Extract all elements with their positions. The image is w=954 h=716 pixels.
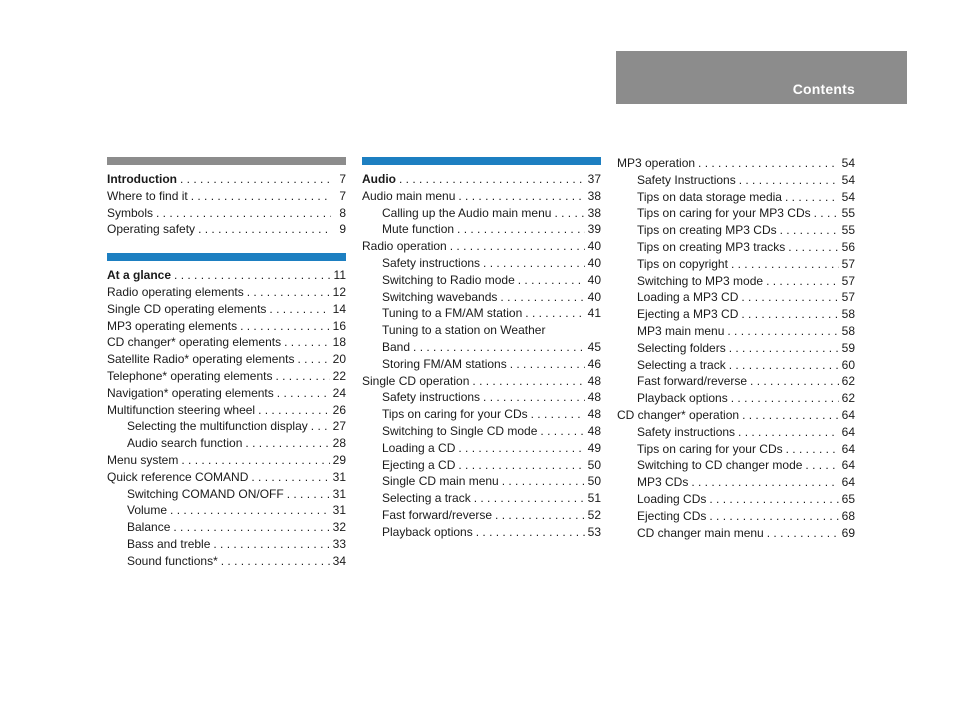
toc-entry-page-number: 31 [332, 486, 346, 501]
toc-entry-label: Radio operation [362, 239, 447, 254]
dot-leader [739, 172, 839, 189]
toc-entry[interactable] [362, 205, 601, 222]
toc-entry[interactable] [107, 536, 346, 553]
dot-leader [240, 318, 330, 335]
toc-entry[interactable] [362, 255, 601, 272]
toc-entry-label: Switching to MP3 mode [637, 273, 764, 288]
toc-entry[interactable] [107, 334, 346, 351]
toc-entry-page-number: 20 [332, 352, 346, 367]
toc-entry-page-number: 33 [332, 536, 346, 551]
dot-leader [741, 289, 838, 306]
dot-leader [213, 536, 329, 553]
toc-entry[interactable] [107, 502, 346, 519]
toc-entry-page-number: 46 [587, 356, 601, 371]
dot-leader [458, 440, 584, 457]
dot-leader [476, 524, 585, 541]
toc-entry[interactable] [362, 322, 601, 339]
toc-entry[interactable] [362, 457, 601, 474]
dot-leader [284, 334, 330, 351]
toc-entry-label: Tuning to a FM/AM station [382, 306, 523, 321]
dot-leader [221, 553, 330, 570]
dot-leader [709, 508, 838, 525]
toc-entry[interactable] [107, 486, 346, 503]
toc-entry[interactable] [107, 221, 346, 238]
toc-entry-label: Menu system [107, 452, 179, 467]
toc-entry-page-number: 58 [841, 323, 855, 338]
dot-leader [698, 155, 839, 172]
toc-entry-label: Bass and treble [127, 536, 211, 551]
toc-entry[interactable] [107, 418, 346, 435]
toc-entry[interactable] [617, 491, 855, 508]
dot-leader [540, 423, 584, 440]
toc-column-3 [617, 155, 855, 556]
dot-leader [731, 256, 839, 273]
toc-entry-label: Switching to Single CD mode [382, 423, 538, 438]
toc-entry-label: Fast forward/reverse [637, 374, 748, 389]
page-title: Contents [792, 81, 855, 97]
toc-entry[interactable] [362, 289, 601, 306]
toc-entry[interactable] [107, 368, 346, 385]
toc-entry[interactable] [617, 525, 855, 542]
toc-entry[interactable] [617, 273, 855, 290]
dot-leader [691, 474, 838, 491]
toc-entry-page-number: 57 [841, 290, 855, 305]
toc-entry-label: Audio main menu [362, 188, 456, 203]
dot-leader [275, 368, 329, 385]
toc-entry[interactable] [362, 406, 601, 423]
toc-entry[interactable] [617, 407, 855, 424]
toc-entry-label: Balance [127, 520, 171, 535]
toc-entry-page-number: 28 [332, 436, 346, 451]
toc-entry-label: Tips on data storage media [637, 189, 782, 204]
toc-column-2 [362, 157, 601, 556]
toc-entry-page-number: 48 [587, 390, 601, 405]
toc-entry-label: Loading CDs [637, 491, 707, 506]
toc-entry[interactable] [362, 171, 601, 188]
toc-entry-page-number: 64 [841, 407, 855, 422]
toc-section [617, 155, 855, 541]
toc-entry-page-number: 29 [332, 452, 346, 467]
toc-entry[interactable] [617, 205, 855, 222]
dot-leader [170, 502, 330, 519]
toc-entry-label: Single CD operating elements [107, 301, 267, 316]
toc-entry-label: Loading a MP3 CD [637, 290, 739, 305]
toc-entry-page-number: 38 [587, 205, 601, 220]
toc-entry-page-number: 48 [587, 373, 601, 388]
toc-entry-page-number: 37 [587, 172, 601, 186]
dot-leader [198, 221, 331, 238]
toc-entry[interactable] [362, 373, 601, 390]
dot-leader [474, 490, 585, 507]
dot-leader [502, 473, 585, 490]
dot-leader [245, 435, 329, 452]
toc-entry-label: Radio operating elements [107, 284, 244, 299]
toc-entry-label: Switching wavebands [382, 289, 498, 304]
toc-entry-label: Satellite Radio* operating elements [107, 352, 295, 367]
toc-entry[interactable] [617, 155, 855, 172]
toc-entry-page-number: 27 [332, 419, 346, 434]
toc-entry-page-number: 62 [841, 391, 855, 406]
toc-entry-page-number: 65 [841, 491, 855, 506]
toc-entry-label: Quick reference COMAND [107, 469, 249, 484]
toc-entry-label: Single CD operation [362, 373, 470, 388]
toc-entry-label: Symbols [107, 205, 154, 220]
dot-leader [500, 289, 584, 306]
toc-entry-label: Selecting folders [637, 340, 726, 355]
toc-entry-page-number: 57 [841, 256, 855, 271]
dot-leader [780, 222, 839, 239]
toc-entry[interactable] [617, 306, 855, 323]
toc-entry-label: Safety Instructions [637, 172, 736, 187]
dot-leader [457, 221, 585, 238]
toc-entry[interactable] [617, 457, 855, 474]
toc-entry-page-number: 32 [332, 520, 346, 535]
toc-entry-label: Tips on caring for your MP3 CDs [637, 206, 811, 221]
dot-leader [742, 407, 839, 424]
toc-entry-label: Tips on creating MP3 tracks [637, 239, 786, 254]
toc-entry-page-number: 64 [841, 458, 855, 473]
toc-entry[interactable] [617, 256, 855, 273]
dot-leader [750, 373, 839, 390]
section-divider-bar [107, 253, 346, 261]
toc-entry-page-number: 7 [339, 188, 346, 203]
toc-entry[interactable] [107, 205, 346, 222]
dot-leader [741, 306, 838, 323]
toc-entry[interactable] [107, 519, 346, 536]
toc-entry[interactable] [362, 272, 601, 289]
toc-entry-label: Tips on caring for your CDs [637, 441, 783, 456]
toc-entry-label: Selecting a track [382, 491, 471, 506]
toc-entry[interactable] [617, 508, 855, 525]
dot-leader [785, 189, 839, 206]
dot-leader [156, 205, 331, 222]
dot-leader [191, 188, 331, 205]
toc-entry-label: Sound functions* [127, 553, 218, 568]
section-divider-bar [362, 157, 601, 165]
toc-entry-page-number: 40 [587, 239, 601, 254]
dot-leader [258, 402, 330, 419]
toc-entry-label: Ejecting a CD [382, 457, 456, 472]
toc-entry-page-number: 22 [332, 368, 346, 383]
toc-entry[interactable] [107, 171, 346, 188]
toc-entry-page-number: 11 [333, 268, 346, 283]
toc-entry-label: Where to find it [107, 188, 188, 203]
toc-entry[interactable] [617, 239, 855, 256]
toc-entry-label: Tips on creating MP3 CDs [637, 223, 777, 238]
toc-column-1 [107, 157, 346, 585]
toc-entry-page-number: 9 [339, 222, 346, 237]
dot-leader [786, 441, 839, 458]
toc-entry[interactable] [107, 284, 346, 301]
toc-entry-page-number: 62 [841, 374, 855, 389]
dot-leader [458, 457, 584, 474]
toc-entry-label: Safety instructions [382, 255, 481, 270]
toc-entry-page-number: 64 [841, 441, 855, 456]
toc-entry[interactable] [617, 189, 855, 206]
toc-entry[interactable] [107, 385, 346, 402]
dot-leader [181, 452, 329, 469]
toc-entry[interactable] [107, 469, 346, 486]
toc-entry[interactable] [617, 441, 855, 458]
toc-entry-page-number: 54 [841, 172, 855, 187]
toc-entry-page-number: 40 [587, 255, 601, 270]
dot-leader [311, 418, 330, 435]
toc-entry-page-number: 18 [332, 335, 346, 350]
toc-entry-label: Band [382, 339, 411, 354]
toc-entry-label: MP3 operation [617, 156, 696, 170]
dot-leader [738, 424, 839, 441]
toc-entry[interactable] [617, 373, 855, 390]
toc-entry[interactable] [617, 172, 855, 189]
toc-entry-label: Loading a CD [382, 440, 456, 455]
toc-entry-label: Single CD main menu [382, 474, 499, 489]
dot-leader [731, 390, 839, 407]
dot-leader [788, 239, 838, 256]
toc-entry-page-number: 50 [587, 474, 601, 489]
toc-entry-page-number: 55 [841, 223, 855, 238]
toc-entry[interactable] [107, 435, 346, 452]
toc-entry-label: Ejecting CDs [637, 508, 707, 523]
toc-entry-page-number: 50 [587, 457, 601, 472]
toc-entry-page-number: 51 [587, 491, 601, 506]
toc-entry-label: Calling up the Audio main menu [382, 205, 552, 220]
toc-entry-page-number: 56 [841, 239, 855, 254]
toc-entry-label: Introduction [107, 172, 177, 186]
toc-entry[interactable] [362, 221, 601, 238]
toc-entry-label: Playback options [382, 524, 473, 539]
toc-entry[interactable] [617, 222, 855, 239]
toc-entry-page-number: 68 [841, 508, 855, 523]
section-divider-bar [107, 157, 346, 165]
toc-entry-page-number: 60 [841, 357, 855, 372]
toc-entry-label: MP3 operating elements [107, 318, 238, 333]
toc-entry-page-number: 38 [587, 188, 601, 203]
toc-entry-label: Switching COMAND ON/OFF [127, 486, 284, 501]
dot-leader [554, 205, 584, 222]
toc-entry-page-number: 57 [841, 273, 855, 288]
toc-entry-label: Telephone* operating elements [107, 368, 273, 383]
toc-entry-label: Multifunction steering wheel [107, 402, 256, 417]
toc-entry[interactable] [617, 323, 855, 340]
toc-entry-page-number: 64 [841, 475, 855, 490]
dot-leader [413, 339, 585, 356]
toc-entry[interactable] [362, 356, 601, 373]
toc-entry-label: Operating safety [107, 222, 196, 237]
toc-entry-page-number: 59 [841, 340, 855, 355]
dot-leader [472, 373, 584, 390]
toc-entry[interactable] [362, 305, 601, 322]
toc-entry-page-number: 64 [841, 424, 855, 439]
dot-leader [483, 389, 585, 406]
toc-entry[interactable] [107, 402, 346, 419]
dot-leader [450, 238, 585, 255]
toc-entry-label: Mute function [382, 222, 455, 237]
toc-entry-page-number: 12 [332, 284, 346, 299]
toc-entry-label: Tips on copyright [637, 256, 728, 271]
dot-leader [805, 457, 838, 474]
dot-leader [180, 171, 331, 188]
dot-leader [525, 305, 584, 322]
toc-entry-label: Storing FM/AM stations [382, 356, 507, 371]
toc-entry-page-number: 48 [587, 407, 601, 422]
toc-entry-page-number: 53 [587, 524, 601, 539]
dot-leader [277, 385, 330, 402]
dot-leader [483, 255, 585, 272]
toc-section [107, 157, 346, 238]
toc-entry[interactable] [362, 389, 601, 406]
toc-entry-label: Tuning to a station on Weather [382, 323, 546, 338]
toc-entry[interactable] [107, 351, 346, 368]
toc-entry-page-number: 45 [587, 339, 601, 354]
toc-entry[interactable] [617, 289, 855, 306]
toc-entry-page-number: 54 [841, 156, 855, 170]
toc-entry-label: CD changer* operation [617, 407, 740, 422]
toc-entry-page-number: 34 [332, 553, 346, 568]
dot-leader [729, 340, 839, 357]
toc-entry-page-number: 24 [332, 385, 346, 400]
dot-leader [814, 205, 839, 222]
toc-entry-label: Audio search function [127, 436, 243, 451]
toc-entry[interactable] [107, 301, 346, 318]
toc-entry[interactable] [617, 390, 855, 407]
dot-leader [709, 491, 838, 508]
toc-entry-label: Selecting a track [637, 357, 726, 372]
dot-leader [458, 188, 584, 205]
toc-entry-page-number: 55 [841, 206, 855, 221]
toc-entry-page-number: 41 [587, 306, 601, 321]
dot-leader [766, 273, 839, 290]
toc-entry[interactable] [362, 238, 601, 255]
toc-entry-page-number: 14 [332, 301, 346, 316]
toc-entry-label: CD changer main menu [637, 525, 764, 540]
toc-entry-label: Fast forward/reverse [382, 507, 493, 522]
dot-leader [531, 406, 585, 423]
toc-entry-label: Navigation* operating elements [107, 385, 274, 400]
toc-entry[interactable] [107, 318, 346, 335]
toc-entry[interactable] [362, 188, 601, 205]
toc-entry-label: Tips on caring for your CDs [382, 407, 528, 422]
toc-entry-page-number: 8 [339, 205, 346, 220]
toc-section [362, 157, 601, 541]
dot-leader [173, 519, 329, 536]
toc-entry[interactable] [362, 440, 601, 457]
toc-entry-page-number: 31 [332, 503, 346, 518]
toc-entry[interactable] [362, 507, 601, 524]
toc-entry-label: Switching to CD changer mode [637, 458, 803, 473]
dot-leader [269, 301, 329, 318]
dot-leader [247, 284, 330, 301]
toc-entry[interactable] [617, 340, 855, 357]
toc-entry[interactable] [617, 424, 855, 441]
toc-entry-label: Switching to Radio mode [382, 272, 515, 287]
dot-leader [287, 486, 330, 503]
toc-entry-page-number: 69 [841, 525, 855, 540]
dot-leader [518, 272, 585, 289]
toc-entry[interactable] [362, 473, 601, 490]
toc-entry-page-number: 49 [587, 440, 601, 455]
toc-entry-label: CD changer* operating elements [107, 335, 282, 350]
header-bar [616, 51, 907, 104]
toc-entry-page-number: 26 [332, 402, 346, 417]
toc-entry[interactable] [362, 339, 601, 356]
toc-entry[interactable] [617, 357, 855, 374]
dot-leader [767, 525, 839, 542]
toc-entry-label: At a glance [107, 268, 172, 283]
toc-entry-label: Ejecting a MP3 CD [637, 307, 739, 322]
dot-leader [399, 171, 585, 188]
toc-entry[interactable] [362, 490, 601, 507]
toc-entry-label: MP3 CDs [637, 475, 689, 490]
toc-entry[interactable] [107, 553, 346, 570]
toc-entry-label: Safety instructions [382, 390, 481, 405]
dot-leader [495, 507, 585, 524]
toc-entry-label: Playback options [637, 391, 728, 406]
toc-entry[interactable] [362, 524, 601, 541]
toc-entry-page-number: 52 [587, 507, 601, 522]
toc-entry-page-number: 40 [587, 289, 601, 304]
toc-entry[interactable] [617, 474, 855, 491]
toc-entry-page-number: 39 [587, 222, 601, 237]
dot-leader [251, 469, 329, 486]
dot-leader [727, 323, 838, 340]
toc-entry-label: Volume [127, 503, 168, 518]
toc-entry-page-number: 54 [841, 189, 855, 204]
toc-entry[interactable] [107, 452, 346, 469]
toc-entry-page-number: 16 [332, 318, 346, 333]
toc-entry-page-number: 7 [339, 172, 346, 186]
dot-leader [297, 351, 329, 368]
toc-entry-label: Selecting the multifunction display [127, 419, 308, 434]
dot-leader [510, 356, 585, 373]
dot-leader [729, 357, 839, 374]
toc-entry-page-number: 31 [332, 469, 346, 484]
toc-section [107, 253, 346, 569]
toc-entry-page-number: 40 [587, 272, 601, 287]
toc-entry[interactable] [107, 267, 346, 284]
toc-entry-label: Safety instructions [637, 424, 736, 439]
toc-entry[interactable] [362, 423, 601, 440]
toc-entry-label: Audio [362, 172, 396, 186]
toc-entry-page-number: 48 [587, 423, 601, 438]
dot-leader [174, 267, 331, 284]
toc-entry[interactable] [107, 188, 346, 205]
toc-entry-page-number: 58 [841, 307, 855, 322]
toc-entry-label: MP3 main menu [637, 323, 725, 338]
